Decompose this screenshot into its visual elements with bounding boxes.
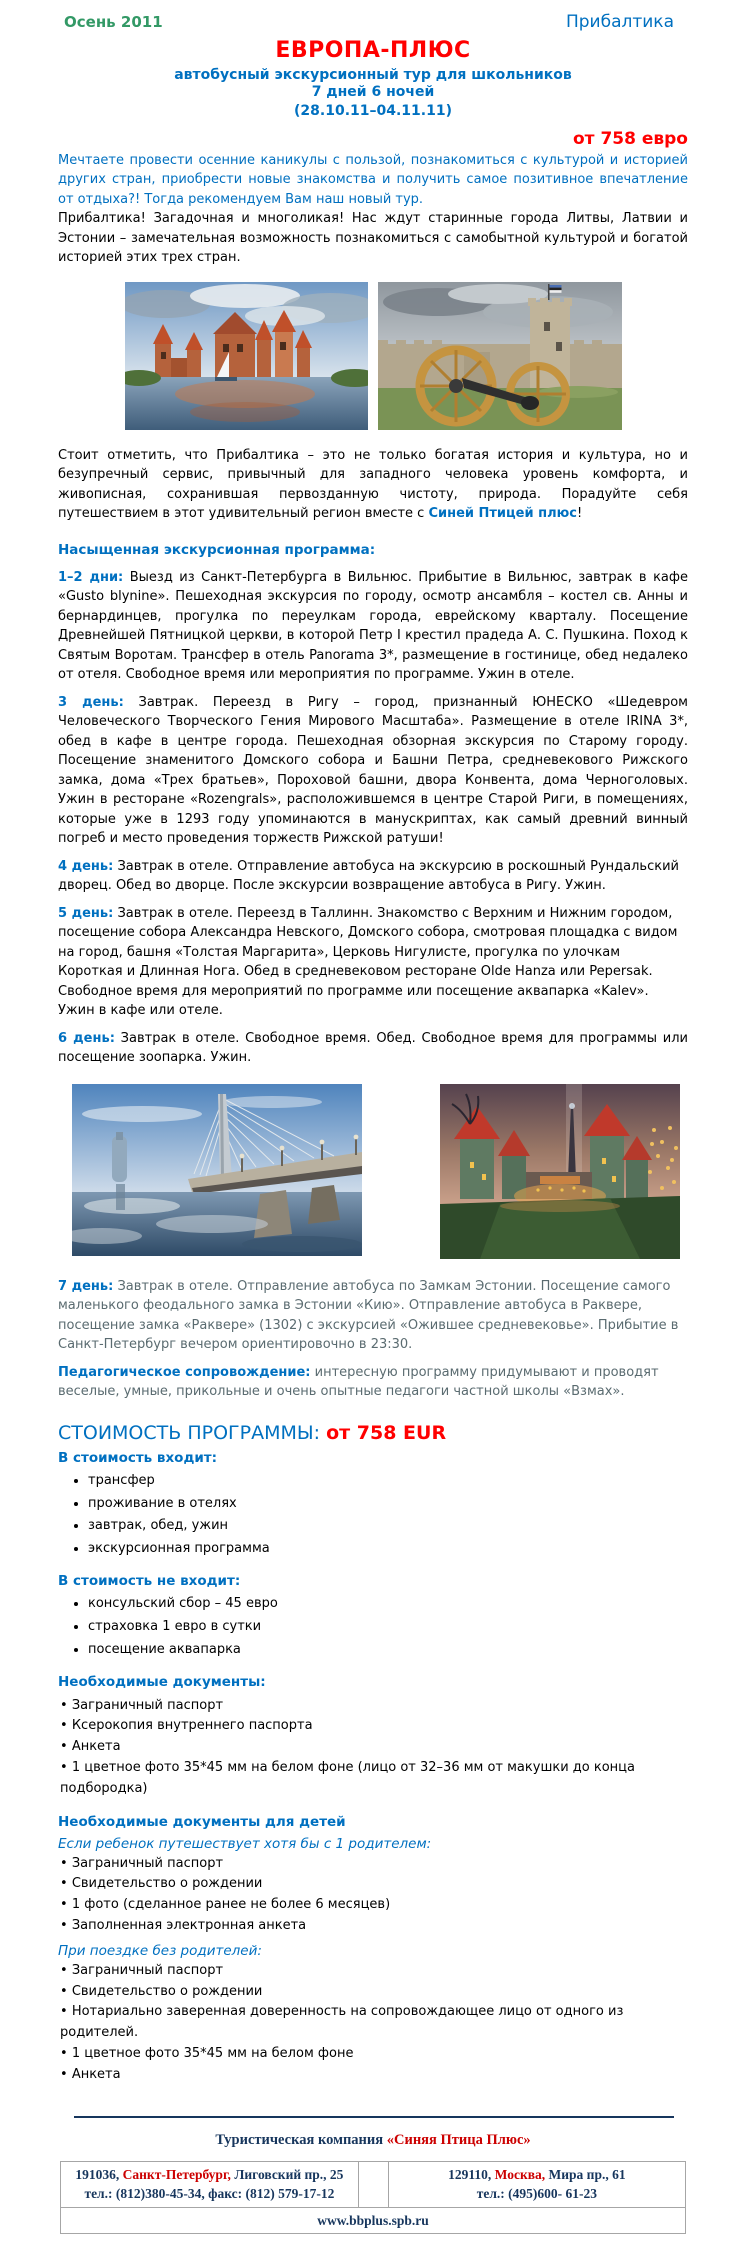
tour-duration: 7 дней 6 ночей (311, 84, 435, 100)
day-4-label: 4 день: (58, 858, 114, 874)
document-item: • Анкета (60, 2065, 688, 2086)
spb-city: Санкт-Петербург, (122, 2166, 235, 2182)
bottom-photo-row (58, 1084, 688, 1259)
cost-included-heading: В стоимость входит: (58, 1449, 218, 1466)
cost-included-item: • проживание в отелях (88, 1495, 688, 1514)
cost-included-item: • трансфер (88, 1472, 688, 1491)
region-label: Прибалтика (565, 12, 674, 32)
table-spacer-cell (358, 2161, 388, 2207)
documents-heading: Необходимые документы: (58, 1673, 266, 1690)
intro-paragraph-black: Прибалтика! Загадочная и многоликая! Нас ждут старинные города Литвы, Латвии и Эстонии – замечательная возможность познакомиться с самобытной культурой и богатой историей этих трех стран. (58, 211, 688, 266)
season-label: Осень 2011 (64, 13, 163, 31)
msk-phone: тел.: (495)600- 61-23 (476, 2186, 598, 2202)
day-3-label: 3 день: (58, 694, 124, 710)
day-1-2-label: 1–2 дни: (58, 569, 124, 585)
day-5-text-2: Свободное время для мероприятий по программе или посещение аквапарка «Kalev». Ужин в кафе или отеле. (58, 983, 649, 1019)
rakvere-castle-photo (378, 282, 622, 430)
document-item: • 1 цветное фото 35*45 мм на белом фоне (лицо от 32–36 мм от макушки до конца подбородка) (60, 1758, 688, 1800)
riga-bridge-illustration (72, 1084, 362, 1256)
note-text-before: Стоит отметить, что Прибалтика – это не только богатая история и культура, но и безупречный сервис, привычный для западного человека уровень комфорта, и живописная, сохранившая первозданную чистоту, природа. Порадуйте себя путешествием в этот удивительный регион вместе с (58, 447, 688, 522)
msk-zip: 129110, (448, 2166, 495, 2182)
document-item: • Свидетельство о рождении (60, 1874, 688, 1895)
document-item: • Заграничный паспорт (60, 1696, 688, 1717)
cost-heading (58, 1422, 688, 1444)
price-line: от 758 евро (573, 128, 688, 149)
day-5-paragraph (58, 904, 688, 1021)
footer-divider (74, 2116, 674, 2118)
cost-excluded-heading: В стоимость не входит: (58, 1573, 241, 1590)
document-item: • 1 цветное фото 35*45 мм на белом фоне (60, 2044, 688, 2065)
cost-excluded-list (88, 1595, 688, 1660)
document-item: • 1 фото (сделанное ранее не более 6 месяцев) (60, 1895, 688, 1916)
top-photo-row (58, 282, 688, 430)
with-parent-list (60, 1854, 688, 1937)
spb-address-cell (61, 2161, 359, 2207)
document-item: • Заграничный паспорт (60, 1961, 688, 1982)
document-item: • Свидетельство о рождении (60, 1982, 688, 2003)
cost-included-list (88, 1472, 688, 1559)
header-row (58, 12, 688, 32)
tour-subtitle: автобусный экскурсионный тур для школьников (174, 67, 572, 83)
document-item: • Ксерокопия внутреннего паспорта (60, 1716, 688, 1737)
msk-city: Москва, (494, 2166, 549, 2182)
intro-paragraph-blue: Мечтаете провести осенние каникулы с пользой, познакомиться с культурой и историей других стран, приобрести новые знакомства и получить самое позитивное впечатление от отдыха?! Тогда рекомендуем Вам наш новый тур. (58, 152, 688, 207)
footer (58, 2132, 688, 2235)
trakai-castle-illustration (125, 282, 368, 430)
day-7-label: 7 день: (58, 1278, 114, 1294)
cost-excluded-item: • консульский сбор – 45 евро (88, 1595, 688, 1614)
day-3-text: Завтрак. Переезд в Ригу – город, признанный ЮНЕСКО «Шедевром Человеческого Творческого Гения Мирового Масштаба». Размещение в отеле IRINA 3*, обед в кафе в центре города. Пешеходная обзорная экскурсия по Старому городу. Посещение знаменитого Домского собора и Башни Петра, средневекового Рижского замка, дома «Трех братьев», Пороховой башни, двора Конвента, дома Черноголовых. Ужин в ресторане «Rozengrals», расположившемся в центре Старой Риги, в помещениях, которые уже в 1293 году упоминаются в манускриптах, как самый древний винный погреб и место проведения торжеств Рижской ратуши! (58, 694, 688, 847)
day-4-paragraph (58, 857, 688, 896)
tallinn-gates-photo (440, 1084, 680, 1259)
pedagogical-text: интересную программу придумывают и проводят веселые, умные, прикольные и очень опытные педагоги частной школы «Взмах». (58, 1364, 659, 1400)
company-name: «Синяя Птица Плюс» (386, 2131, 531, 2148)
spb-street: Лиговский пр., 25 (234, 2166, 344, 2182)
moscow-address-cell (388, 2161, 685, 2207)
cost-heading-text: СТОИМОСТЬ ПРОГРАММЫ: (58, 1421, 321, 1444)
day-6-text: Завтрак в отеле. Свободное время. Обед. Свободное время для программы или посещение зоопарка. Ужин. (58, 1030, 689, 1066)
document-item: • Нотариально заверенная доверенность на сопровождающее лицо от одного из родителей. (60, 2002, 688, 2044)
spb-phone: тел.: (812)380-45-34, факс: (812) 579-17-12 (84, 2186, 335, 2202)
riga-bridge-photo (72, 1084, 362, 1256)
day-1-2-text: Выезд из Санкт-Петербурга в Вильнюс. Прибытие в Вильнюс, завтрак в кафе «Gusto blynine». Пешеходная экскурсия по городу, осмотр ансамбля – костел св. Анны и бернардинцев, прогулка по переулкам города, еврейскому кварталу. Посещение Древнейшей Пятницкой церкви, в которой Петр I крестил прадеда А. С. Пушкина. Поход к Святым Воротам. Трансфер в отель Panorama 3*, размещение в гостинице, обед недалеко от отеля. Свободное время или мероприятия по программе. Ужин в отеле. (58, 569, 689, 683)
documents-list (60, 1696, 688, 1800)
pedagogical-paragraph (58, 1363, 688, 1402)
cost-excluded-item: • страховка 1 евро в сутки (88, 1618, 688, 1637)
footer-company-title (58, 2132, 688, 2149)
tour-title: ЕВРОПА-ПЛЮС (275, 38, 471, 63)
cost-included-item: • завтрак, обед, ужин (88, 1517, 688, 1536)
company-prefix: Туристическая компания (215, 2131, 387, 2148)
rakvere-castle-illustration (378, 282, 622, 430)
day-4-text: Завтрак в отеле. Отправление автобуса на экскурсию в роскошный Рундальский дворец. Обед во дворце. После экскурсии возвращение автобуса в Ригу. Ужин. (58, 858, 679, 894)
day-5-label: 5 день: (58, 905, 114, 921)
without-parent-subheading: При поездке без родителей: (58, 1942, 262, 1959)
document-item: • Заполненная электронная анкета (60, 1916, 688, 1937)
note-text-after: ! (576, 506, 583, 522)
document-item: • Анкета (60, 1737, 688, 1758)
tour-dates: (28.10.11–04.11.11) (294, 102, 452, 119)
footer-contacts-table (60, 2161, 686, 2235)
pedagogical-label: Педагогическое сопровождение: (58, 1364, 311, 1380)
day-6-paragraph (58, 1029, 688, 1068)
msk-street: Мира пр., 61 (548, 2166, 626, 2182)
website-url: www.bbplus.spb.ru (317, 2212, 429, 2228)
children-documents-heading: Необходимые документы для детей (58, 1813, 346, 1830)
day-7-text: Завтрак в отеле. Отправление автобуса по Замкам Эстонии. Посещение самого маленького феодального замка в Эстонии «Кию». Отправление автобуса в Раквере, посещение замка «Раквере» (1302) с экскурсией «Ожившее средневековье». Прибытие в Санкт-Петербург вечером ориентировочно в 23:30. (58, 1278, 679, 1353)
day-3-paragraph (58, 693, 688, 849)
brand-name: Синей Птицей плюс (428, 506, 577, 522)
trakai-castle-photo (125, 282, 368, 430)
tallinn-viru-gates-illustration (440, 1084, 680, 1259)
cost-included-item: • экскурсионная программа (88, 1540, 688, 1559)
day-1-2-paragraph (58, 568, 688, 685)
spb-zip: 191036, (75, 2166, 123, 2182)
website-cell (61, 2207, 686, 2234)
with-parent-subheading: Если ребенок путешествует хотя бы с 1 родителем: (58, 1835, 432, 1852)
day-7-paragraph (58, 1277, 688, 1355)
note-paragraph (58, 446, 688, 524)
cost-excluded-item: • посещение аквапарка (88, 1641, 688, 1660)
without-parent-list (60, 1961, 688, 2086)
day-6-label: 6 день: (58, 1030, 115, 1046)
program-heading: Насыщенная экскурсионная программа: (58, 541, 376, 558)
day-5-text: Завтрак в отеле. Переезд в Таллинн. Знакомство с Верхним и Нижним городом, посещение собора Александра Невского, Домского собора, смотровая площадка с видом на город, башня «Толстая Маргарита», Церковь Нигулисте, прогулка по улочкам Короткая и Длинная Нога. Обед в средневековом ресторане Olde Hanza или Pepersak. (58, 905, 678, 980)
cost-price: от 758 EUR (326, 1421, 447, 1444)
document-item: • Заграничный паспорт (60, 1854, 688, 1875)
